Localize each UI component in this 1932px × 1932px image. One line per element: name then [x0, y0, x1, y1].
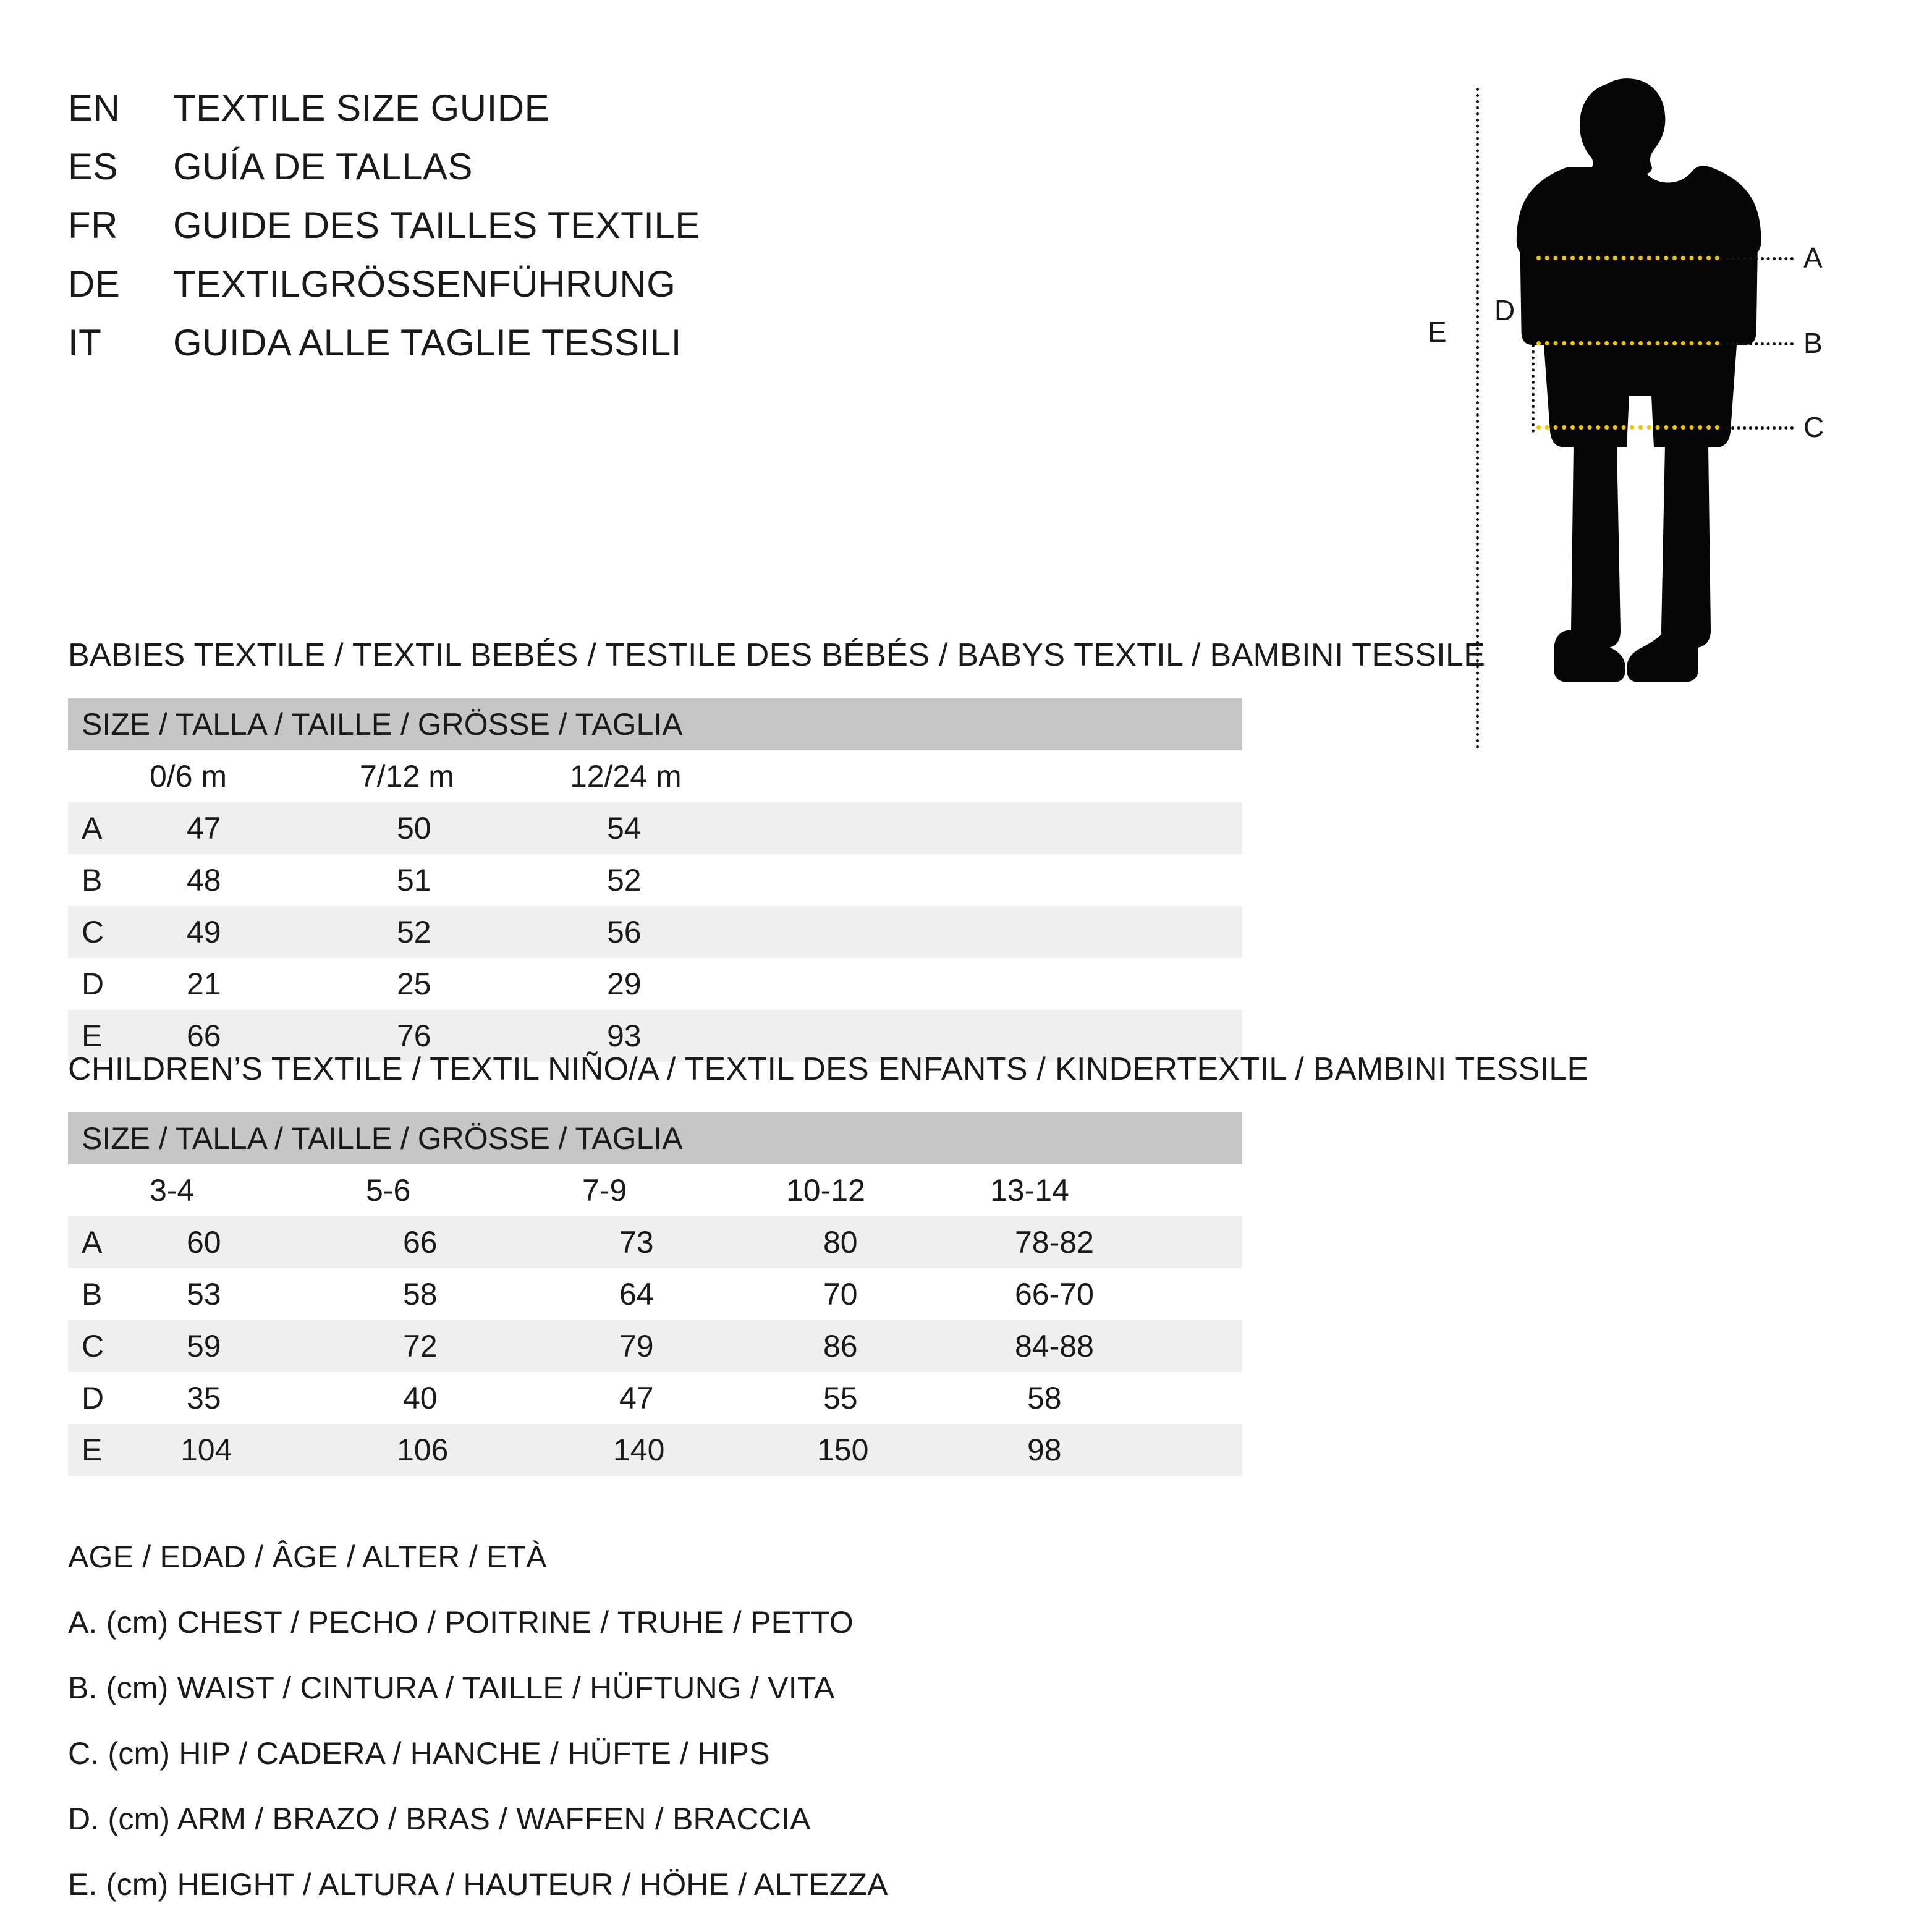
table-cell: 54 [570, 802, 1242, 854]
table-cell: 150 [786, 1424, 990, 1476]
legend-block [68, 1539, 1428, 1932]
children-section-caption: CHILDREN’S TEXTILE / TEXTIL NIÑO/A / TEXTIL DES ENFANTS / KINDERTEXTIL / BAMBINI TESSILE [68, 1051, 1589, 1087]
table-cell: 86 [786, 1320, 990, 1372]
label-e: E [1428, 316, 1447, 348]
babies-header-label: SIZE / TALLA / TAILLE / GRÖSSE / TAGLIA [68, 698, 1242, 750]
measurement-figure [1415, 74, 1885, 766]
table-cell: 51 [360, 854, 570, 906]
legend-line-hip: C. (cm) HIP / CADERA / HANCHE / HÜFTE / HIPS [68, 1736, 770, 1771]
table-header-band [68, 698, 1242, 750]
language-title-block [68, 87, 1242, 380]
table-cell: 49 [150, 906, 360, 958]
row-label: E [68, 1424, 150, 1476]
table-cell: 53 [150, 1268, 366, 1320]
table-cell: 59 [150, 1320, 366, 1372]
language-row [68, 263, 1242, 305]
legend-line-arm: D. (cm) ARM / BRAZO / BRAS / WAFFEN / BRACCIA [68, 1802, 811, 1836]
language-code: IT [68, 322, 102, 363]
table-cell: 40 [366, 1372, 582, 1424]
table-cell: 66-70 [990, 1268, 1242, 1320]
table-cell: 56 [570, 906, 1242, 958]
language-row [68, 204, 1242, 247]
row-label: D [68, 958, 150, 1010]
row-label: B [68, 1268, 150, 1320]
hip-leader-line [1719, 426, 1794, 430]
table-cell: 140 [582, 1424, 786, 1476]
table-cell: 98 [990, 1424, 1242, 1476]
label-b: B [1803, 327, 1823, 359]
language-row [68, 87, 1242, 129]
legend-line-waist: B. (cm) WAIST / CINTURA / TAILLE / HÜFTUNG / VITA [68, 1671, 835, 1705]
table-row [68, 1320, 1242, 1372]
table-cell: 66 [366, 1216, 582, 1268]
table-cell: 47 [582, 1372, 786, 1424]
table-row [68, 1372, 1242, 1424]
table-cell: 70 [786, 1268, 990, 1320]
table-row [68, 958, 1242, 1010]
legend-line-age: AGE / EDAD / ÂGE / ALTER / ETÀ [68, 1540, 547, 1574]
legend-line-chest: A. (cm) CHEST / PECHO / POITRINE / TRUHE / PETTO [68, 1605, 854, 1640]
row-label: A [68, 802, 150, 854]
table-cell: 93 [570, 1010, 1242, 1062]
row-label: D [68, 1372, 150, 1424]
waist-leader-line [1719, 342, 1794, 345]
language-code: DE [68, 263, 121, 305]
column-header: 5-6 [366, 1164, 582, 1216]
row-label: E [68, 1010, 150, 1062]
table-row [68, 854, 1242, 906]
language-title: GUIDE DES TAILLES TEXTILE [173, 205, 700, 246]
table-cell: 60 [150, 1216, 366, 1268]
table-cell: 104 [150, 1424, 366, 1476]
column-header: 7/12 m [360, 750, 570, 802]
column-header: 13-14 [990, 1164, 1242, 1216]
column-header: 0/6 m [150, 750, 360, 802]
row-label: A [68, 1216, 150, 1268]
language-row [68, 321, 1242, 364]
language-code: FR [68, 205, 118, 246]
table-cell: 58 [990, 1372, 1242, 1424]
corner-cell [68, 1164, 150, 1216]
table-cell: 21 [150, 958, 360, 1010]
table-row [68, 802, 1242, 854]
table-row [68, 1216, 1242, 1268]
language-title: TEXTILGRÖSSENFÜHRUNG [173, 263, 676, 305]
language-code: EN [68, 87, 121, 129]
table-cell: 106 [366, 1424, 582, 1476]
chest-measure-line [1536, 256, 1719, 260]
language-title: TEXTILE SIZE GUIDE [173, 87, 550, 129]
table-cell: 50 [360, 802, 570, 854]
table-cell: 79 [582, 1320, 786, 1372]
corner-cell [68, 750, 150, 802]
language-title: GUIDA ALLE TAGLIE TESSILI [173, 322, 682, 363]
table-cell: 35 [150, 1372, 366, 1424]
table-row [68, 1424, 1242, 1476]
row-label: C [68, 906, 150, 958]
column-header: 3-4 [150, 1164, 366, 1216]
table-column-header-row [68, 1164, 1242, 1216]
children-size-table [68, 1112, 1242, 1476]
table-row [68, 1268, 1242, 1320]
table-cell: 78-82 [990, 1216, 1242, 1268]
language-title: GUÍA DE TALLAS [173, 146, 473, 187]
table-header-band [68, 1112, 1242, 1164]
label-d: D [1494, 294, 1515, 326]
table-column-header-row [68, 750, 1242, 802]
row-label: C [68, 1320, 150, 1372]
child-silhouette-icon [1514, 74, 1774, 748]
table-cell: 29 [570, 958, 1242, 1010]
table-cell: 58 [366, 1268, 582, 1320]
table-cell: 47 [150, 802, 360, 854]
waist-measure-line [1536, 341, 1719, 345]
children-header-label: SIZE / TALLA / TAILLE / GRÖSSE / TAGLIA [68, 1112, 1242, 1164]
row-label: B [68, 854, 150, 906]
label-a: A [1803, 242, 1823, 274]
table-cell: 84-88 [990, 1320, 1242, 1372]
table-cell: 66 [150, 1010, 360, 1062]
chest-leader-line [1719, 257, 1794, 260]
table-cell: 73 [582, 1216, 786, 1268]
table-cell: 52 [570, 854, 1242, 906]
table-cell: 64 [582, 1268, 786, 1320]
babies-size-table [68, 698, 1242, 1062]
table-cell: 48 [150, 854, 360, 906]
babies-section-caption: BABIES TEXTILE / TEXTIL BEBÉS / TESTILE DES BÉBÉS / BABYS TEXTIL / BAMBINI TESSILE [68, 637, 1486, 673]
column-header: 7-9 [582, 1164, 786, 1216]
column-header: 12/24 m [570, 750, 1242, 802]
table-cell: 25 [360, 958, 570, 1010]
hip-measure-line [1536, 425, 1719, 430]
language-row [68, 145, 1242, 188]
column-header: 10-12 [786, 1164, 990, 1216]
table-cell: 76 [360, 1010, 570, 1062]
table-cell: 72 [366, 1320, 582, 1372]
legend-line-height: E. (cm) HEIGHT / ALTURA / HAUTEUR / HÖHE / ALTEZZA [68, 1867, 888, 1902]
label-c: C [1803, 411, 1824, 443]
language-code: ES [68, 146, 119, 187]
table-row [68, 906, 1242, 958]
table-cell: 55 [786, 1372, 990, 1424]
table-cell: 80 [786, 1216, 990, 1268]
table-cell: 52 [360, 906, 570, 958]
